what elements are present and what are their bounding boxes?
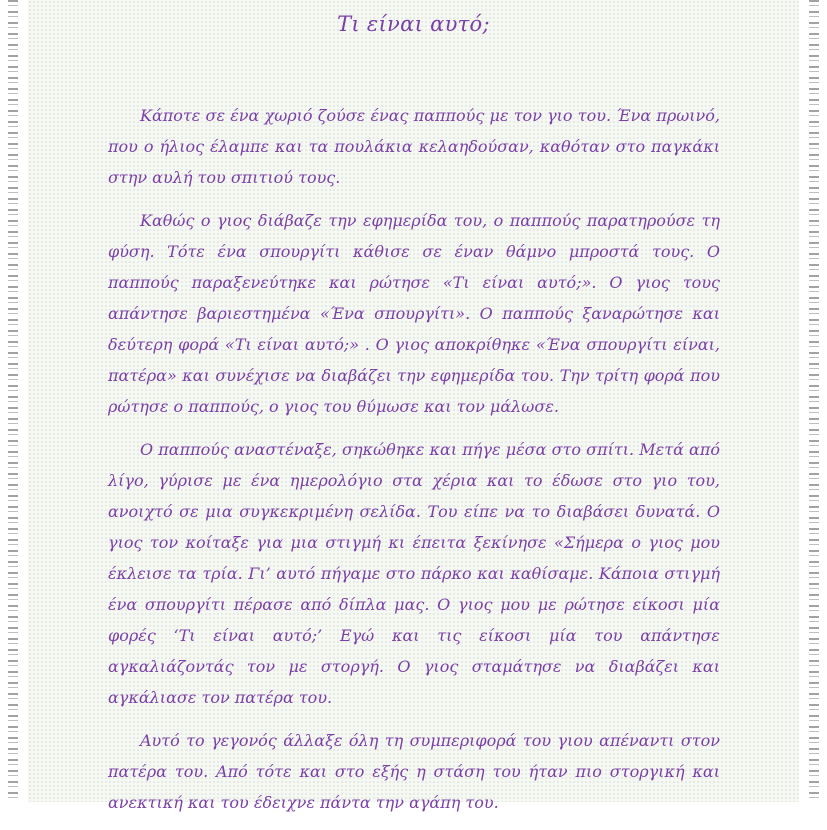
paragraph-1: Κάποτε σε ένα χωριό ζούσε ένας παππούς με τον γιο του. Ένα πρωινό, που ο ήλιος έλαμπε και τα πουλάκια κελαηδούσαν, καθόταν στο παγκάκι στην αυλή του σπιτιού τους.: [108, 106, 720, 187]
decorative-border-right: [809, 0, 819, 802]
paragraph-3: Ο παππούς αναστέναξε, σηκώθηκε και πήγε μέσα στο σπίτι. Μετά από λίγο, γύρισε με ένα ημερολόγιο στα χέρια και το έδωσε στο γιο του, ανοιχτό σε μια συγκεκριμένη σελίδα. Του είπε να το διαβάσει δυνατά. Ο γιος τον κοίταξε για μια στιγμή κι έπειτα ξεκίνησε «Σήμερα ο γιος μου έκλεισε τα τρία. Γι’ αυτό πήγαμε στο πάρκο και καθίσαμε. Κάποια στιγμή ένα σπουργίτι πέρασε από δίπλα μας. Ο γιος μου με ρώτησε είκοσι μία φορές ‘Τι είναι αυτό;’ Εγώ και τις είκοσι μία του απάντησε αγκαλιάζοντάς τον με στοργή. Ο γιος σταμάτησε να διαβάζει και αγκάλιασε τον πατέρα του.: [108, 440, 720, 707]
decorative-border-left: [8, 0, 18, 802]
document-title: Τι είναι αυτό;: [337, 12, 490, 36]
paragraph-4: Αυτό το γεγονός άλλαξε όλη τη συμπεριφορά του γιου απέναντι στον πατέρα του. Από τότε και στο εξής η στάση του ήταν πιο στοργική και ανεκτική και του έδειχνε πάντα την αγάπη του.: [108, 731, 720, 812]
paragraph-2: Καθώς ο γιος διάβαζε την εφημερίδα του, ο παππούς παρατηρούσε τη φύση. Τότε ένα σπουργίτι κάθισε σε έναν θάμνο μπροστά τους. Ο παππούς παραξενεύτηκε και ρώτησε «Τι είναι αυτό;». Ο γιος τους απάντησε βαριεστημένα «Ένα σπουργίτι». Ο παππούς ξαναρώτησε και δεύτερη φορά «Τι είναι αυτό;» . Ο γιος αποκρίθηκε «Ένα σπουργίτι είναι, πατέρα» και συνέχισε να διαβάζει την εφημερίδα του. Την τρίτη φορά που ρώτησε ο παππούς, ο γιος του θύμωσε και τον μάλωσε.: [108, 211, 720, 416]
document-body: [108, 100, 720, 830]
